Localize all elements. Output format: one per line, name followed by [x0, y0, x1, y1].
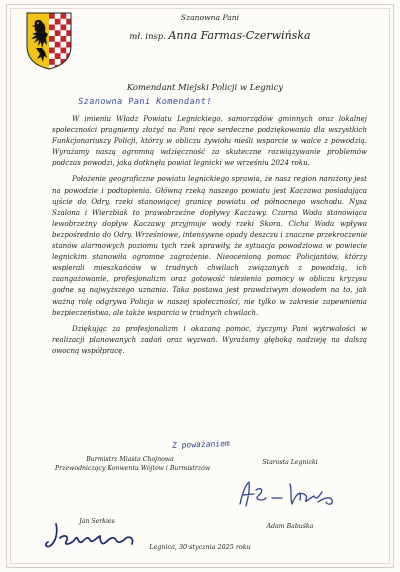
handwritten-regards: Z poważaniem — [171, 438, 231, 451]
left-signatory-title-1: Burmistrz Miasta Chojnowa — [86, 456, 174, 463]
addressee-name: Anna Farmas-Czerwińska — [168, 29, 311, 42]
left-signatory-titles — [55, 455, 211, 474]
right-signatory-name: Adam Babuśka — [266, 523, 314, 530]
addressee-greeting: Szanowna Pani — [180, 13, 240, 22]
place-and-date: Legnica, 30 stycznia 2025 roku — [149, 543, 251, 551]
right-signatory-title: Starosta Legnicki — [262, 459, 318, 466]
right-handwritten-signature — [232, 476, 347, 514]
handwritten-salutation: Szanowna Pani Komendant! — [77, 97, 213, 107]
paragraph-3: Dziękując za profesjonalizm i okazaną pomoc, życzymy Pani wytrwałości w realizacji planowanych zadań oraz wyzwań. Wyrażamy głęboką nadzieję na dalszą owocną współpracę. — [52, 323, 367, 355]
addressee-rank: mł. insp. — [129, 31, 166, 41]
addressee-position: Komendant Miejski Policji w Legnicy — [126, 82, 284, 92]
left-signatory-name: Jan Serkies — [79, 518, 115, 525]
left-signatory-title-2: Przewodniczący Konwentu Wójtów i Burmistrzów — [55, 465, 211, 473]
coat-of-arms-logo — [26, 12, 72, 70]
letter-body — [52, 113, 367, 361]
paragraph-2: Położenie geograficzne powiatu legnickiego sprawia, że nasz region narażony jest na powodzie i podtopienia. Główną rzeką naszego powiatu jest Kaczawa posiadająca ujście do Odry, rzeki stanowiącej granicę powiatu od północnego wschodu. Nysa Szalona i Wierzbiak to prawobrzeżne dopływy Kaczawy. Czarna Woda stanowiąca lewobrzeżny dopływ Kaczawy przyjmuje wody rzeki Skora. Cicha Woda wpływa bezpośrednio do Odry. Wrześniowe, intensywne opady deszczu i znaczne przekroczenie stanów alarmowych poziomu tych rzek sprawiły, że sytuacja powodziowa w powiecie legnickim stanowiła ogromne zagrożenie. Nieocenioną pomoc Policjantów, którzy wspierali mieszkańców w trudnych chwilach związanych z powodzią, ich zaangażowanie, profesjonalizm oraz gotowość niesienia pomocy w obliczu kryzysu godne są najwyższego uznania. Taka postawa jest prawdziwym dowodem na to, jak ważną rolę odgrywa Policja w naszej społeczności, nie tylko w zakresie zapewnienia bezpieczeństwa, ale także wsparcia w trudnych chwilach. — [52, 174, 367, 317]
addressee-name-line — [120, 29, 320, 42]
paragraph-1: W imieniu Władz Powiatu Legnickiego, samorządów gminnych oraz lokalnej społeczności pragniemy złożyć na Pani ręce serdeczne podziękowania dla wszystkich Funkcjonariuszy Policji, którzy w obliczu żywiołu nieśli wsparcie w walce z powodzią. Wyrażamy naszą ogromną wdzięczność za skuteczne rozwiązywanie problemów podczas powodzi, jaka dotknęła powiat legnicki we wrześniu 2024 roku. — [52, 114, 367, 168]
